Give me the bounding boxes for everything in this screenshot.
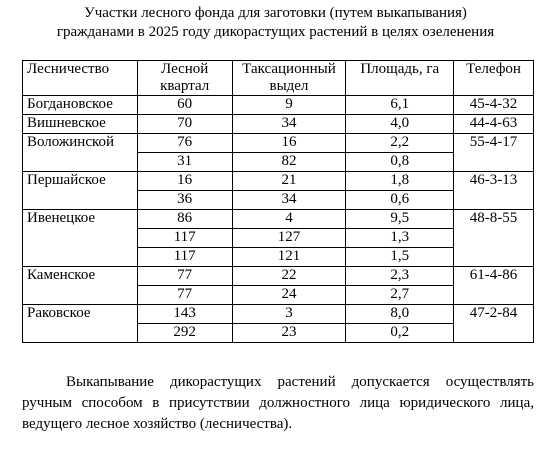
forestry-name-cell: Раковское [23,305,138,343]
area-cell: 1,5 [346,248,454,267]
block-cell: 86 [137,210,232,229]
block-cell: 117 [137,229,232,248]
forestry-name-cell: Каменское [23,267,138,305]
section-cell: 21 [232,172,346,191]
phone-cell: 48-8-55 [454,210,534,267]
section-cell: 9 [232,96,346,115]
section-cell: 4 [232,210,346,229]
forest-plots-table [22,60,534,343]
section-cell: 23 [232,324,346,343]
table-row [23,305,534,324]
area-cell: 0,6 [346,191,454,210]
table-body [23,96,534,343]
table-header-row [23,61,534,96]
section-cell: 16 [232,134,346,153]
forestry-name-cell: Ивенецкое [23,210,138,267]
section-cell: 34 [232,191,346,210]
table-row [23,134,534,153]
table-row [23,267,534,286]
area-cell: 1,3 [346,229,454,248]
area-cell: 8,0 [346,305,454,324]
area-cell: 2,3 [346,267,454,286]
area-cell: 4,0 [346,115,454,134]
block-cell: 70 [137,115,232,134]
header-section: Таксационный выдел [232,61,346,96]
header-block: Лесной квартал [137,61,232,96]
document-title [0,4,551,42]
area-cell: 0,2 [346,324,454,343]
block-cell: 60 [137,96,232,115]
block-cell: 31 [137,153,232,172]
forestry-name-cell: Богдановское [23,96,138,115]
block-cell: 77 [137,286,232,305]
block-cell: 117 [137,248,232,267]
area-cell: 0,8 [346,153,454,172]
phone-cell: 46-3-13 [454,172,534,210]
forestry-name-cell: Воложинской [23,134,138,172]
phone-cell: 61-4-86 [454,267,534,305]
table-row [23,115,534,134]
section-cell: 127 [232,229,346,248]
area-cell: 1,8 [346,172,454,191]
block-cell: 36 [137,191,232,210]
block-cell: 16 [137,172,232,191]
area-cell: 9,5 [346,210,454,229]
phone-cell: 45-4-32 [454,96,534,115]
table-row [23,172,534,191]
forestry-name-cell: Вишневское [23,115,138,134]
section-cell: 22 [232,267,346,286]
header-area: Площадь, га [346,61,454,96]
section-cell: 121 [232,248,346,267]
forestry-name-cell: Першайское [23,172,138,210]
phone-cell: 44-4-63 [454,115,534,134]
header-forestry: Лесничество [23,61,138,96]
table-row [23,96,534,115]
block-cell: 77 [137,267,232,286]
section-cell: 3 [232,305,346,324]
block-cell: 143 [137,305,232,324]
section-cell: 34 [232,115,346,134]
area-cell: 6,1 [346,96,454,115]
section-cell: 24 [232,286,346,305]
block-cell: 76 [137,134,232,153]
note-paragraph: Выкапывание дикорастущих растений допускается осуществлять ручным способом в присутствии должностного лица юридического лица, ведущего лесное хозяйство (лесничества). [22,374,534,432]
title-line-1: Участки лесного фонда для заготовки (путем выкапывания) [84,5,467,21]
phone-cell: 55-4-17 [454,134,534,172]
phone-cell: 47-2-84 [454,305,534,343]
area-cell: 2,7 [346,286,454,305]
title-line-2: гражданами в 2025 году дикорастущих растений в целях озеленения [56,24,495,40]
table-row [23,210,534,229]
block-cell: 292 [137,324,232,343]
header-phone: Телефон [454,61,534,96]
area-cell: 2,2 [346,134,454,153]
section-cell: 82 [232,153,346,172]
